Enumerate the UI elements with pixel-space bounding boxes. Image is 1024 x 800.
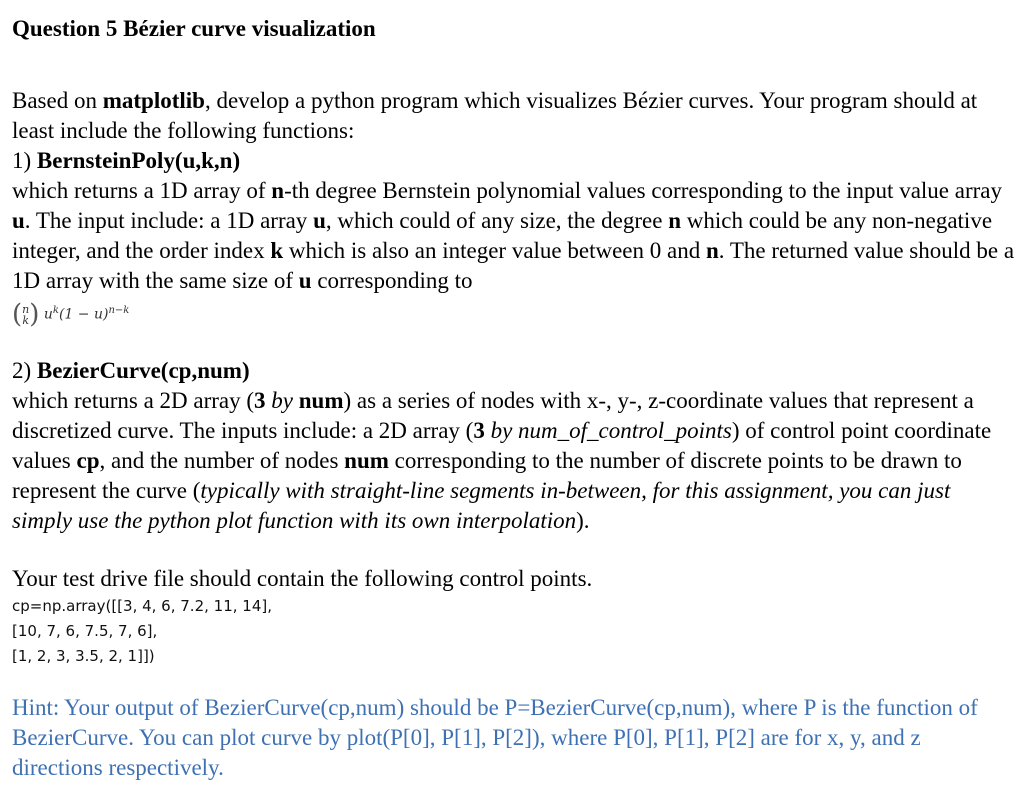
desc-text: . The returned value should be a 1D array with the same size of: [12, 238, 1015, 293]
desc-text: corresponding to the number of discrete points to be drawn to represent the curve (: [12, 448, 962, 503]
desc-text: corresponding to: [311, 268, 473, 293]
desc-bold: u: [12, 208, 25, 233]
desc-text: , and the number of nodes: [99, 448, 345, 473]
desc-bold: n: [705, 238, 719, 263]
desc-bold: k: [270, 238, 284, 263]
desc-italic: by num_of_control_points: [490, 418, 732, 443]
desc-bold: cp: [76, 448, 100, 473]
function2-name: BezierCurve(cp,num): [36, 358, 250, 383]
desc-bold: u: [298, 268, 312, 293]
function2-description: [12, 386, 1016, 536]
code-line: [10, 7, 6, 7.5, 7, 6],: [12, 622, 158, 640]
formula-k: k: [22, 313, 30, 327]
desc-bold: num: [293, 388, 344, 413]
function1-number: 1): [12, 148, 37, 173]
formula-u: u: [43, 306, 53, 323]
intro-text-end: , develop a python program which visualizes Bézier curves. Your program should at least include the following functions:: [12, 88, 978, 143]
desc-text: . The input include: a 1D array: [24, 208, 314, 233]
desc-bold: u: [313, 208, 326, 233]
desc-bold: n: [271, 178, 285, 203]
function2-number: 2): [12, 358, 37, 383]
desc-bold: 3: [254, 388, 272, 413]
desc-text: ) as a series of nodes with x-, y-, z-coordinate values that represent a discretized curve. The inputs include: a 2D array (: [12, 388, 974, 443]
desc-text: ) of control point coordinate values: [12, 418, 992, 473]
desc-bold: 3: [473, 418, 491, 443]
formula-paren-close: ): [29, 299, 40, 330]
desc-bold: n: [668, 208, 681, 233]
function1-name: BernsteinPoly(u,k,n): [36, 148, 241, 173]
code-line: [1, 2, 3, 3.5, 2, 1]]): [12, 647, 155, 665]
intro-library: matplotlib: [102, 88, 205, 113]
formula-paren-open: (: [12, 299, 23, 330]
desc-italic: by: [271, 388, 294, 413]
desc-text: which could be any non-negative integer, and the order index: [12, 208, 993, 263]
code-line: cp=np.array([[3, 4, 6, 7.2, 11, 14],: [12, 597, 272, 615]
bernstein-formula: [12, 296, 1016, 330]
function1-heading: [12, 146, 1016, 176]
function1-description: [12, 176, 1016, 296]
desc-bold: num: [344, 448, 389, 473]
desc-text: -th degree Bernstein polynomial values corresponding to the input value array: [284, 178, 1002, 203]
desc-text: ).: [576, 508, 590, 533]
intro-text: Based on: [12, 88, 103, 113]
desc-text: , which could of any size, the degree: [325, 208, 669, 233]
desc-text: which is also an integer value between 0 and: [283, 238, 706, 263]
question-title: Question 5 Bézier curve visualization: [12, 16, 376, 41]
test-drive-text: Your test drive file should contain the following control points.: [12, 566, 593, 591]
intro-paragraph: [12, 86, 1016, 146]
desc-text: which returns a 2D array (: [12, 388, 255, 413]
desc-italic: typically with straight-line segments in-between, for this assignment, you can just simply use the python plot function with its own interpolation: [12, 478, 951, 533]
formula-mid: (1 − u): [58, 306, 109, 323]
hint-paragraph: Hint: Your output of BezierCurve(cp,num) should be P=BezierCurve(cp,num), where P is the function of BezierCurve. You can plot curve by plot(P[0], P[1], P[2]), where P[0], P[1], P[2] are for x, y, and z directions respectively.: [12, 695, 978, 780]
formula-exp-k: k: [52, 305, 59, 316]
formula-n: n: [22, 302, 30, 316]
function2-heading: [12, 356, 1016, 386]
document: [12, 14, 1016, 783]
formula-exp-nk: n−k: [108, 305, 130, 316]
desc-text: which returns a 1D array of: [12, 178, 272, 203]
